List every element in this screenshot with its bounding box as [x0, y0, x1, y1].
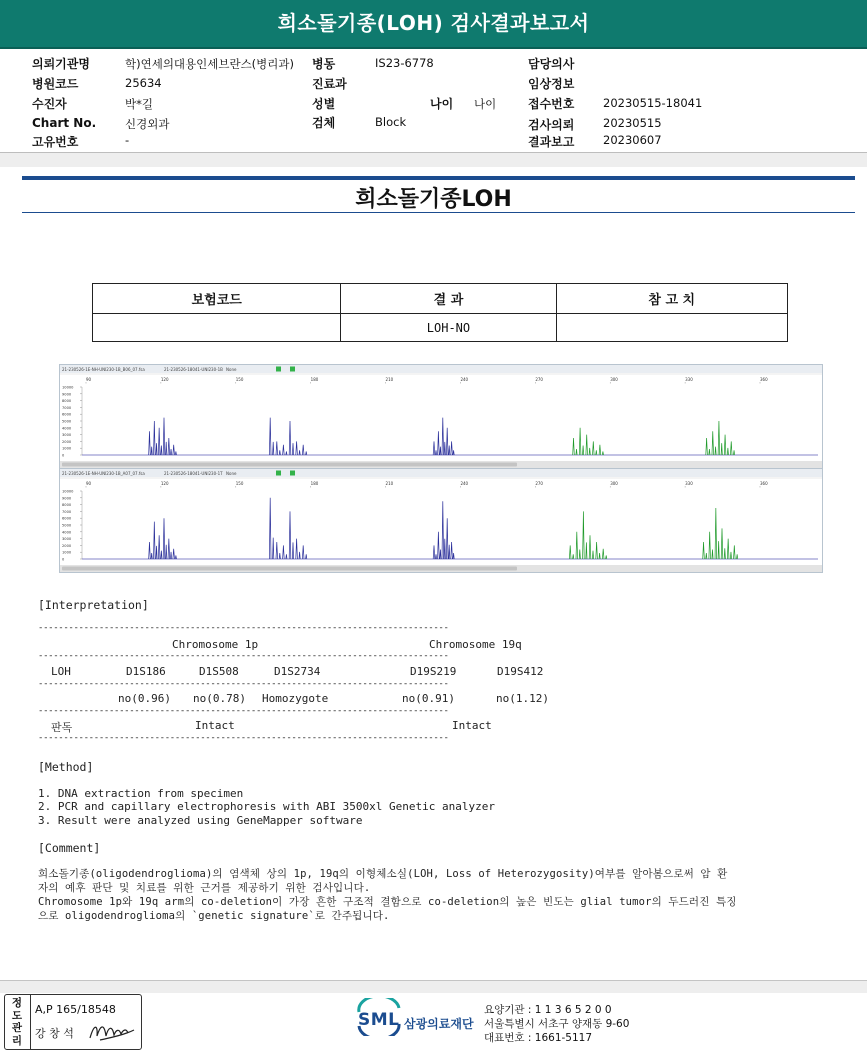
age-value: 나이: [474, 97, 497, 111]
specimen-value: Block: [375, 115, 407, 129]
ward-value: IS23-6778: [375, 56, 434, 70]
specimen-label: 검체: [312, 116, 336, 130]
y-tick-label: 1000: [62, 446, 72, 451]
file-name-label: 21-230526-1E-NH-UNI230-1B_A07_07.fsa: [62, 471, 145, 476]
receipt-label: 접수번호: [528, 97, 575, 111]
x-tick-label: 330: [685, 377, 693, 382]
doctor-label: 담당의사: [528, 57, 575, 71]
section-title: 희소돌기종LOH: [355, 187, 512, 212]
marker-d1s2734: D1S2734: [274, 665, 321, 678]
comment-line-4: 으로 oligodendroglioma의 `genetic signature`로 간주됩니다.: [38, 910, 390, 922]
unique-value: -: [125, 133, 130, 147]
interp-rule-5: ---------------------------------------------------------------------------------: [38, 733, 449, 743]
y-tick-label: 10000: [62, 489, 74, 494]
method-line-3: 3. Result were analyzed using GeneMapper software: [38, 814, 363, 827]
value-d1s508: no(0.78): [193, 692, 246, 705]
y-tick-label: 9000: [62, 392, 72, 397]
section-top-rule: [22, 176, 855, 180]
age-label: 나이: [430, 97, 454, 111]
insurance-code-header: 보험코드: [93, 284, 341, 314]
patient-label: 수진자: [32, 97, 67, 111]
x-tick-label: 240: [460, 377, 469, 382]
method-line-1: 1. DNA extraction from specimen: [38, 787, 244, 800]
interp-rule-3: ---------------------------------------------------------------------------------: [38, 679, 449, 689]
result-table-row: [93, 314, 788, 342]
report-title: 희소돌기종(LOH) 검사결과보고서: [277, 11, 590, 35]
qc-stamp-divider: [30, 994, 31, 1049]
marker-d19s412: D19S412: [497, 665, 544, 678]
scrollbar-thumb: [62, 567, 517, 571]
y-tick-label: 10000: [62, 385, 74, 390]
file-name-label: 21-230526-1E-NH-UNI230-1B_B06_07.fsa: [62, 367, 145, 372]
electropherogram-plot-2: [60, 469, 822, 572]
marker-d1s186: D1S186: [126, 665, 166, 678]
value-d19s219: no(0.91): [402, 692, 455, 705]
value-d19s412: no(1.12): [496, 692, 549, 705]
y-tick-label: 8000: [62, 399, 72, 404]
chart-label: Chart No.: [32, 116, 97, 130]
hospital-code-label: 병원코드: [32, 77, 79, 91]
x-tick-label: 240: [460, 481, 469, 486]
x-tick-label: 210: [385, 481, 394, 486]
judgement-label: 판독: [51, 721, 73, 734]
plot-area: [60, 375, 822, 461]
x-tick-label: 120: [160, 481, 169, 486]
qc-stamp-label: 정도관리: [11, 997, 23, 1047]
judgement-1p: Intact: [195, 719, 235, 732]
org-phone: 대표번호 : 1661-5117: [484, 1032, 593, 1044]
qc-stamp-name: 강 창 석: [35, 1027, 74, 1040]
result-table-header: [93, 284, 788, 314]
interpretation-heading: [Interpretation]: [38, 598, 149, 612]
x-tick-label: 330: [685, 481, 693, 486]
y-tick-label: 9000: [62, 496, 72, 501]
y-tick-label: 4000: [62, 426, 72, 431]
scrollbar-thumb: [62, 463, 517, 467]
org-code: 요양기관 : 1 1 3 6 5 2 0 0: [484, 1004, 612, 1016]
judgement-19q: Intact: [452, 719, 492, 732]
receipt-value: 20230515-18041: [603, 96, 703, 110]
comment-line-3: Chromosome 1p와 19q arm의 co-deletion이 가장 흔한 구조적 결함으로 co-deletion의 높은 빈도는 glial tumor의 두드러진 특징: [38, 896, 737, 908]
interp-rule-4: ---------------------------------------------------------------------------------: [38, 706, 449, 716]
y-tick-label: 8000: [62, 503, 72, 508]
plot-area: [60, 479, 822, 565]
report-date-label: 결과보고: [528, 135, 575, 149]
electropherogram-plot-1: [60, 365, 822, 468]
x-tick-label: 90: [86, 377, 92, 382]
y-tick-label: 1000: [62, 550, 72, 555]
section-bottom-rule: [22, 212, 855, 213]
institution-label: 의뢰기관명: [32, 57, 90, 71]
y-tick-label: 5000: [62, 523, 72, 528]
y-tick-label: 3000: [62, 537, 72, 542]
file-name-label: 21-230526-18041-UNI230-1T: [164, 471, 223, 476]
x-tick-label: 150: [235, 377, 244, 382]
method-heading: [Method]: [38, 760, 94, 774]
y-tick-label: 7000: [62, 405, 72, 410]
green-marker: [290, 471, 295, 476]
y-tick-label: 3000: [62, 433, 72, 438]
chr19q-label: Chromosome 19q: [429, 638, 522, 651]
y-tick-label: 0: [62, 453, 65, 458]
file-name-label: 21-230526-18041-UNI230-1B: [164, 367, 223, 372]
request-label: 검사의뢰: [528, 118, 575, 132]
reference-header: 참 고 치: [556, 284, 787, 314]
electropherogram-panel-1: [59, 364, 823, 469]
qc-stamp-code: A,P 165/18548: [35, 1003, 116, 1016]
result-cell: LOH-NO: [341, 314, 556, 342]
y-tick-label: 5000: [62, 419, 72, 424]
sml-logo-text: SML: [358, 1010, 400, 1030]
green-marker: [276, 471, 281, 476]
x-tick-label: 150: [235, 481, 244, 486]
x-tick-label: 360: [760, 481, 768, 486]
interp-rule-1: ---------------------------------------------------------------------------------: [38, 623, 449, 633]
org-name: 삼광의료재단: [404, 1017, 474, 1031]
report-title-bar: [0, 0, 867, 49]
green-marker: [276, 367, 281, 372]
reference-cell: [556, 314, 787, 342]
comment-line-1: 희소돌기종(oligodendroglioma)의 염색체 상의 1p, 19q의 이형체소실(LOH, Loss of Heterozygosity)여부를 알아봄으로써 암 환: [38, 868, 728, 880]
x-tick-label: 180: [310, 377, 319, 382]
chart-value: 신경외과: [125, 117, 170, 131]
green-marker: [290, 367, 295, 372]
chr1p-label: Chromosome 1p: [172, 638, 259, 651]
institution-value: 학)연세의대용인세브란스(병리과): [125, 57, 294, 71]
interp-rule-2: ---------------------------------------------------------------------------------: [38, 651, 449, 661]
x-tick-label: 90: [86, 481, 92, 486]
unique-label: 고유번호: [32, 135, 79, 149]
value-d1s186: no(0.96): [118, 692, 171, 705]
comment-heading: [Comment]: [38, 841, 101, 855]
request-value: 20230515: [603, 116, 662, 130]
clinical-label: 임상정보: [528, 77, 575, 91]
x-tick-label: 180: [310, 481, 319, 486]
x-tick-label: 270: [535, 377, 543, 382]
method-line-2: 2. PCR and capillary electrophoresis with ABI 3500xl Genetic analyzer: [38, 800, 495, 813]
y-tick-label: 6000: [62, 412, 72, 417]
result-table: [92, 283, 788, 342]
y-tick-label: 2000: [62, 543, 72, 548]
value-d1s2734: Homozygote: [262, 692, 329, 705]
patient-value: 박*길: [125, 97, 153, 111]
x-tick-label: 360: [760, 377, 768, 382]
y-tick-label: 4000: [62, 530, 72, 535]
header-divider: [0, 152, 867, 167]
hospital-code-value: 25634: [125, 76, 162, 90]
org-address: 서울특별시 서초구 양재동 9-60: [484, 1018, 630, 1030]
marker-d1s508: D1S508: [199, 665, 239, 678]
y-tick-label: 0: [62, 557, 65, 562]
comment-line-2: 자의 예후 판단 및 치료를 위한 근거를 제공하기 위한 검사입니다.: [38, 882, 371, 894]
loh-row-label: LOH: [51, 665, 71, 678]
ward-label: 병동: [312, 57, 336, 71]
x-tick-label: 210: [385, 377, 394, 382]
sex-label: 성별: [312, 97, 336, 111]
y-tick-label: 7000: [62, 509, 72, 514]
x-tick-label: 270: [535, 481, 543, 486]
file-name-label: None: [226, 471, 237, 476]
x-tick-label: 300: [610, 481, 618, 486]
x-tick-label: 120: [160, 377, 169, 382]
dept-label: 진료과: [312, 77, 347, 91]
insurance-code-cell: [93, 314, 341, 342]
y-tick-label: 6000: [62, 516, 72, 521]
marker-d19s219: D19S219: [410, 665, 457, 678]
x-tick-label: 300: [610, 377, 618, 382]
report-date-value: 20230607: [603, 133, 662, 147]
result-header: 결 과: [341, 284, 556, 314]
signature-image: [88, 1018, 136, 1044]
file-name-label: None: [226, 367, 237, 372]
electropherogram-panel-2: [59, 468, 823, 573]
y-tick-label: 2000: [62, 439, 72, 444]
footer-divider: [0, 980, 867, 993]
